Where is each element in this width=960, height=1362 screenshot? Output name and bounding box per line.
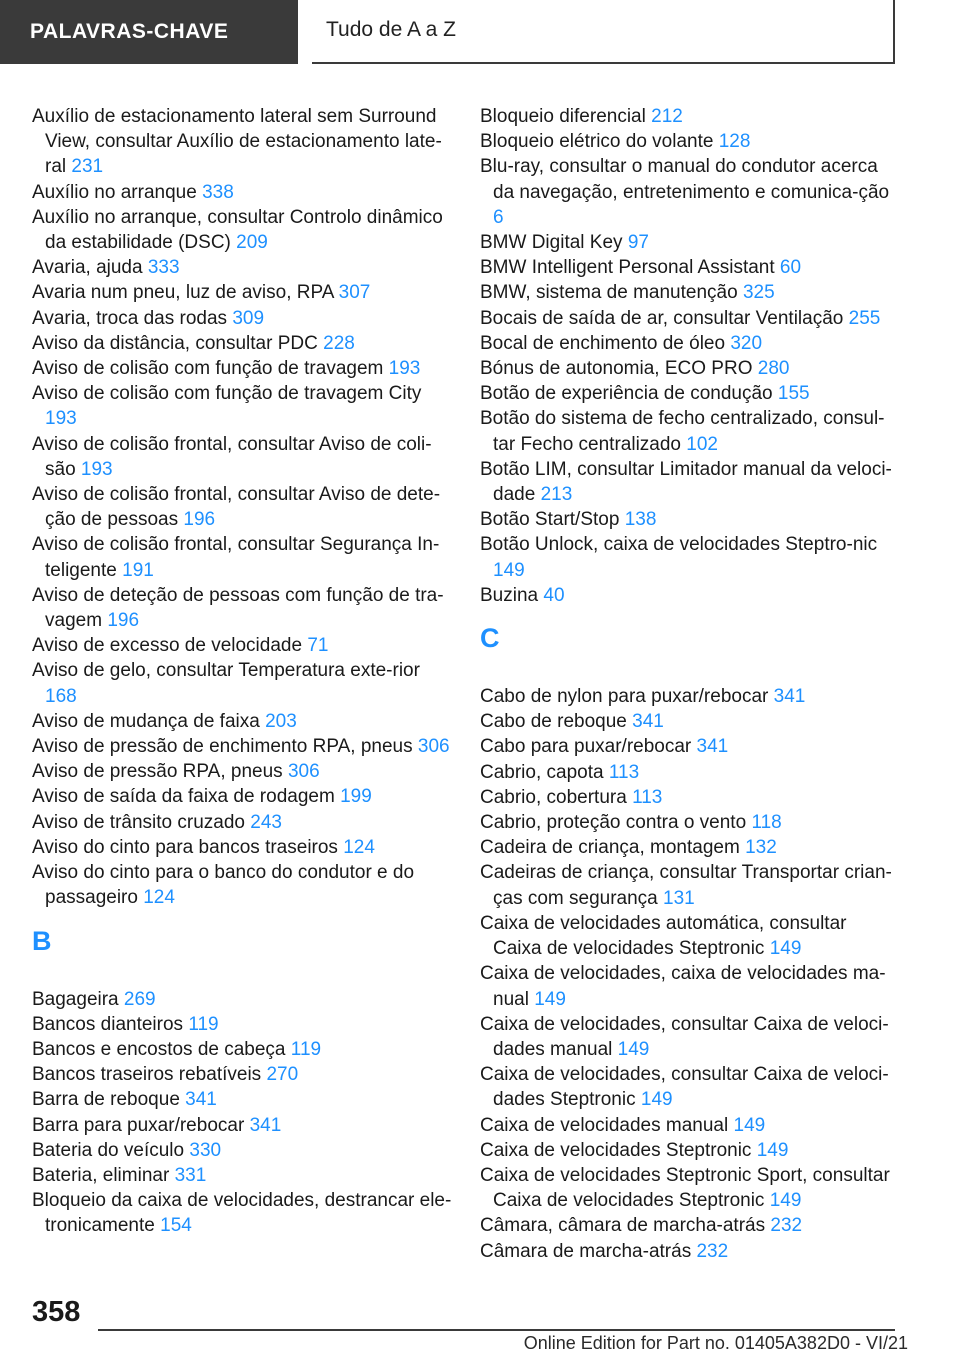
index-entry [32,432,452,482]
index-entry [32,709,452,734]
page-reference-link[interactable]: 149 [769,1190,802,1212]
index-entry [480,961,900,1011]
index-term: Botão do sistema de fecho centralizado, consul-tar Fecho centralizado [480,408,885,455]
index-term: Cadeiras de criança, consultar Transportar crian-ças com segurança [480,862,892,909]
page-reference-link[interactable]: 60 [779,257,802,279]
page-reference-link[interactable]: 119 [188,1013,219,1035]
page-reference-link[interactable]: 193 [388,358,421,380]
page-reference-link[interactable]: 341 [249,1114,282,1136]
index-entry [480,684,900,709]
index-entry [32,180,452,205]
index-term: Bloqueio da caixa de velocidades, destrancar ele-tronicamente [32,1190,452,1237]
index-term: Aviso de mudança de faixa [32,710,260,732]
footer-divider [98,1329,895,1331]
index-term: Cabo de reboque [480,711,627,733]
index-entry [480,860,900,910]
index-entry [32,381,452,431]
index-term: Avaria num pneu, luz de aviso, RPA [32,282,334,304]
page-reference-link[interactable]: 149 [534,988,566,1010]
index-term: Barra para puxar/rebocar [32,1114,245,1136]
index-term: Bagageira [32,988,119,1010]
index-entry [480,331,900,356]
index-entry [480,406,900,456]
page-reference-link[interactable]: 191 [122,559,154,581]
page-reference-link[interactable]: 113 [608,761,640,783]
index-term: Caixa de velocidades, caixa de velocidades ma-nual [480,963,886,1010]
page-reference-link[interactable]: 330 [189,1139,222,1161]
index-entry [480,734,900,759]
index-term: Bocal de enchimento de óleo [480,332,726,354]
index-entry [32,987,452,1012]
index-term: Bancos dianteiros [32,1013,184,1035]
index-term: Aviso de colisão com função de travagem City [32,383,422,405]
index-entry [32,810,452,835]
index-term: Bancos e encostos de cabeça [32,1038,286,1060]
index-entry [480,911,900,961]
index-entry [32,104,452,180]
index-term: Aviso de pressão RPA, pneus [32,761,283,783]
page-reference-link[interactable]: 341 [773,686,806,708]
index-entry [32,255,452,280]
index-term: Câmara, câmara de marcha-atrás [480,1215,766,1237]
index-term: Barra de reboque [32,1089,180,1111]
page-reference-link[interactable]: 209 [236,232,268,254]
index-term: Aviso de gelo, consultar Temperatura exte-rior [32,660,420,682]
index-term: Aviso de pressão de enchimento RPA, pneus [32,736,413,758]
page-reference-link[interactable]: 255 [848,307,881,329]
index-entry [480,1062,900,1112]
index-term: Cabo para puxar/rebocar [480,736,692,758]
page-reference-link[interactable]: 243 [250,811,282,833]
index-entry [480,457,900,507]
page-reference-link[interactable]: 138 [624,509,657,531]
page-number: 358 [32,1296,81,1328]
page-reference-link[interactable]: 131 [663,887,695,909]
index-entry [480,760,900,785]
index-entry [480,709,900,734]
index-entry [480,1113,900,1138]
index-term: Auxílio no arranque, consultar Controlo dinâmico da estabilidade (DSC) [32,206,443,254]
index-term: Caixa de velocidades manual [480,1114,729,1136]
index-term: Bancos traseiros rebatíveis [32,1064,262,1086]
index-entry [480,306,900,331]
index-term: Bateria, eliminar [32,1164,170,1186]
index-term: Bloqueio elétrico do volante [480,131,714,153]
index-term: Aviso de deteção de pessoas com função de tra-vagem [32,584,444,632]
page-reference-link[interactable]: 193 [45,408,77,430]
index-entry [32,1012,452,1037]
index-term: Caixa de velocidades automática, consultar Caixa de velocidades Steptronic [480,912,847,960]
index-entry [480,835,900,860]
index-term: Buzina [480,584,539,606]
index-entry [32,759,452,784]
index-entry [32,1087,452,1112]
page-reference-link[interactable]: 270 [266,1064,299,1086]
section-heading-c: C [480,623,500,654]
page-reference-link[interactable]: 203 [265,710,297,732]
index-term: Cabrio, capota [480,761,604,783]
page-header [0,0,960,68]
page-reference-link[interactable]: 341 [185,1089,217,1111]
page-reference-link[interactable]: 6 [493,206,504,228]
index-term: Caixa de velocidades Steptronic [480,1139,752,1161]
index-entry [32,658,452,708]
page-reference-link[interactable]: 341 [696,736,729,758]
index-term: BMW Intelligent Personal Assistant [480,257,775,279]
index-entry [32,1188,452,1238]
index-entry [32,1138,452,1163]
page-reference-link[interactable]: 154 [160,1215,192,1237]
index-entry [32,205,452,255]
index-term: BMW Digital Key [480,232,623,254]
index-entry [480,356,900,381]
index-entry [480,810,900,835]
page-reference-link[interactable]: 149 [769,938,802,960]
page-reference-link[interactable]: 124 [143,887,175,909]
index-term: Botão Start/Stop [480,509,620,531]
page-reference-link[interactable]: 196 [183,509,216,531]
index-entry [32,583,452,633]
page-reference-link[interactable]: 132 [745,837,777,859]
index-term: Caixa de velocidades, consultar Caixa de veloci-dades manual [480,1013,889,1060]
page-reference-link[interactable]: 168 [45,685,77,707]
index-list-c [480,684,900,1264]
index-entry [32,633,452,658]
index-entry [480,129,900,154]
index-entry [32,1113,452,1138]
page-reference-link[interactable]: 97 [627,232,649,254]
page-reference-link[interactable]: 231 [71,156,104,178]
page-reference-link[interactable]: 124 [343,836,375,858]
page-reference-link[interactable]: 338 [202,181,234,203]
index-entry [32,331,452,356]
page-reference-link[interactable]: 280 [757,358,790,380]
index-entry [32,280,452,305]
page-reference-link[interactable]: 149 [733,1114,766,1136]
index-term: Cabrio, cobertura [480,786,627,808]
section-heading-b: B [32,925,52,956]
page-reference-link[interactable]: 331 [174,1164,207,1186]
page-reference-link[interactable]: 269 [123,988,156,1010]
index-term: Aviso de colisão com função de travagem [32,358,384,380]
index-term: Aviso de trânsito cruzado [32,811,245,833]
index-column-left [32,104,452,1239]
index-entry [32,482,452,532]
index-term: Botão LIM, consultar Limitador manual da veloci-dade [480,458,892,506]
page-reference-link[interactable]: 193 [80,458,113,480]
page-reference-link[interactable]: 213 [540,484,573,506]
index-term: Bocais de saída de ar, consultar Ventilação [480,307,844,329]
index-entry [32,306,452,331]
page-reference-link[interactable]: 71 [307,635,329,657]
index-term: Caixa de velocidades Steptronic Sport, consultar Caixa de velocidades Steptronic [480,1164,890,1212]
index-term: Aviso do cinto para o banco do condutor e do passageiro [32,862,415,909]
index-term: Bateria do veículo [32,1139,185,1161]
page-reference-link[interactable]: 199 [340,786,372,808]
index-entry [480,104,900,129]
page-reference-link[interactable]: 149 [617,1038,650,1060]
index-entry [480,154,900,230]
index-term: Botão de experiência de condução [480,383,773,405]
index-entry [480,381,900,406]
index-column-right [480,104,900,1264]
index-list-b-continued [480,104,900,608]
index-entry [480,532,900,582]
index-list-b [32,987,452,1239]
page-reference-link[interactable]: 212 [651,106,683,127]
index-term: Aviso de saída da faixa de rodagem [32,786,335,808]
page-reference-link[interactable]: 309 [232,307,265,329]
index-entry [480,1239,900,1264]
page-reference-link[interactable]: 128 [718,131,751,153]
page-reference-link[interactable]: 40 [543,584,565,606]
page-reference-link[interactable]: 320 [730,332,763,354]
index-entry [480,1163,900,1213]
index-term: Cabrio, proteção contra o vento [480,812,747,834]
index-term: BMW, sistema de manutenção [480,282,738,304]
index-term: Bloqueio diferencial [480,106,646,127]
index-entry [480,785,900,810]
page-reference-link[interactable]: 149 [756,1139,789,1161]
index-entry [480,255,900,280]
index-entry [480,230,900,255]
index-term: Aviso de colisão frontal, consultar Aviso de coli-são [32,433,432,480]
index-term: Aviso de colisão frontal, consultar Aviso de dete-ção de pessoas [32,484,441,531]
page-reference-link[interactable]: 149 [640,1089,673,1111]
page-reference-link[interactable]: 232 [696,1240,729,1262]
index-term: Avaria, troca das rodas [32,307,228,329]
index-entry [32,784,452,809]
index-term: Aviso do cinto para bancos traseiros [32,836,338,858]
index-term: Aviso de colisão frontal, consultar Segurança In-teligente [32,534,440,581]
index-entry [32,835,452,860]
page-reference-link[interactable]: 155 [777,383,810,405]
index-entry [480,1138,900,1163]
page-reference-link[interactable]: 307 [338,282,371,304]
index-term: Cabo de nylon para puxar/rebocar [480,686,769,708]
page-reference-link[interactable]: 306 [287,761,320,783]
index-entry [32,532,452,582]
index-entry [32,356,452,381]
page-reference-link[interactable]: 325 [742,282,775,304]
page-reference-link[interactable]: 306 [417,736,450,758]
index-term: Aviso da distância, consultar PDC [32,332,318,354]
page-reference-link[interactable]: 119 [290,1038,322,1060]
index-entry [32,1062,452,1087]
chapter-title: Tudo de A a Z [312,0,895,64]
index-term: Bónus de autonomia, ECO PRO [480,358,753,380]
page-reference-link[interactable]: 102 [686,433,718,455]
index-term: Caixa de velocidades, consultar Caixa de veloci-dades Steptronic [480,1064,889,1111]
index-entry [32,860,452,910]
index-entry [480,1012,900,1062]
index-term: Aviso de excesso de velocidade [32,635,303,657]
index-entry [480,583,900,608]
footer-edition: Online Edition for Part no. 01405A382D0 - VI/21 [523,1333,908,1353]
index-term: Botão Unlock, caixa de velocidades Steptro-nic [480,534,878,556]
index-term: Auxílio de estacionamento lateral sem Surround View, consultar Auxílio de estacionamento late-ral [32,106,442,178]
index-term: Avaria, ajuda [32,257,143,279]
page-reference-link[interactable]: 341 [632,711,664,733]
index-list-a [32,104,452,911]
index-term: Blu-ray, consultar o manual do condutor acerca da navegação, entretenimento e comunica-ção [480,156,890,203]
page-reference-link[interactable]: 232 [770,1215,803,1237]
index-term: Câmara de marcha-atrás [480,1240,692,1262]
page-reference-link[interactable]: 113 [632,786,663,808]
index-entry [480,1213,900,1238]
index-entry [32,1163,452,1188]
index-entry [32,734,452,759]
index-term: Cadeira de criança, montagem [480,837,740,859]
page-reference-link[interactable]: 228 [323,332,355,354]
index-entry [32,1037,452,1062]
index-entry [480,507,900,532]
page-reference-link[interactable]: 149 [493,559,525,581]
page-reference-link[interactable]: 118 [751,812,782,834]
page-reference-link[interactable]: 196 [107,610,140,632]
page-reference-link[interactable]: 333 [147,257,180,279]
section-tab: PALAVRAS-CHAVE [0,0,298,64]
index-term: Auxílio no arranque [32,181,197,203]
index-entry [480,280,900,305]
